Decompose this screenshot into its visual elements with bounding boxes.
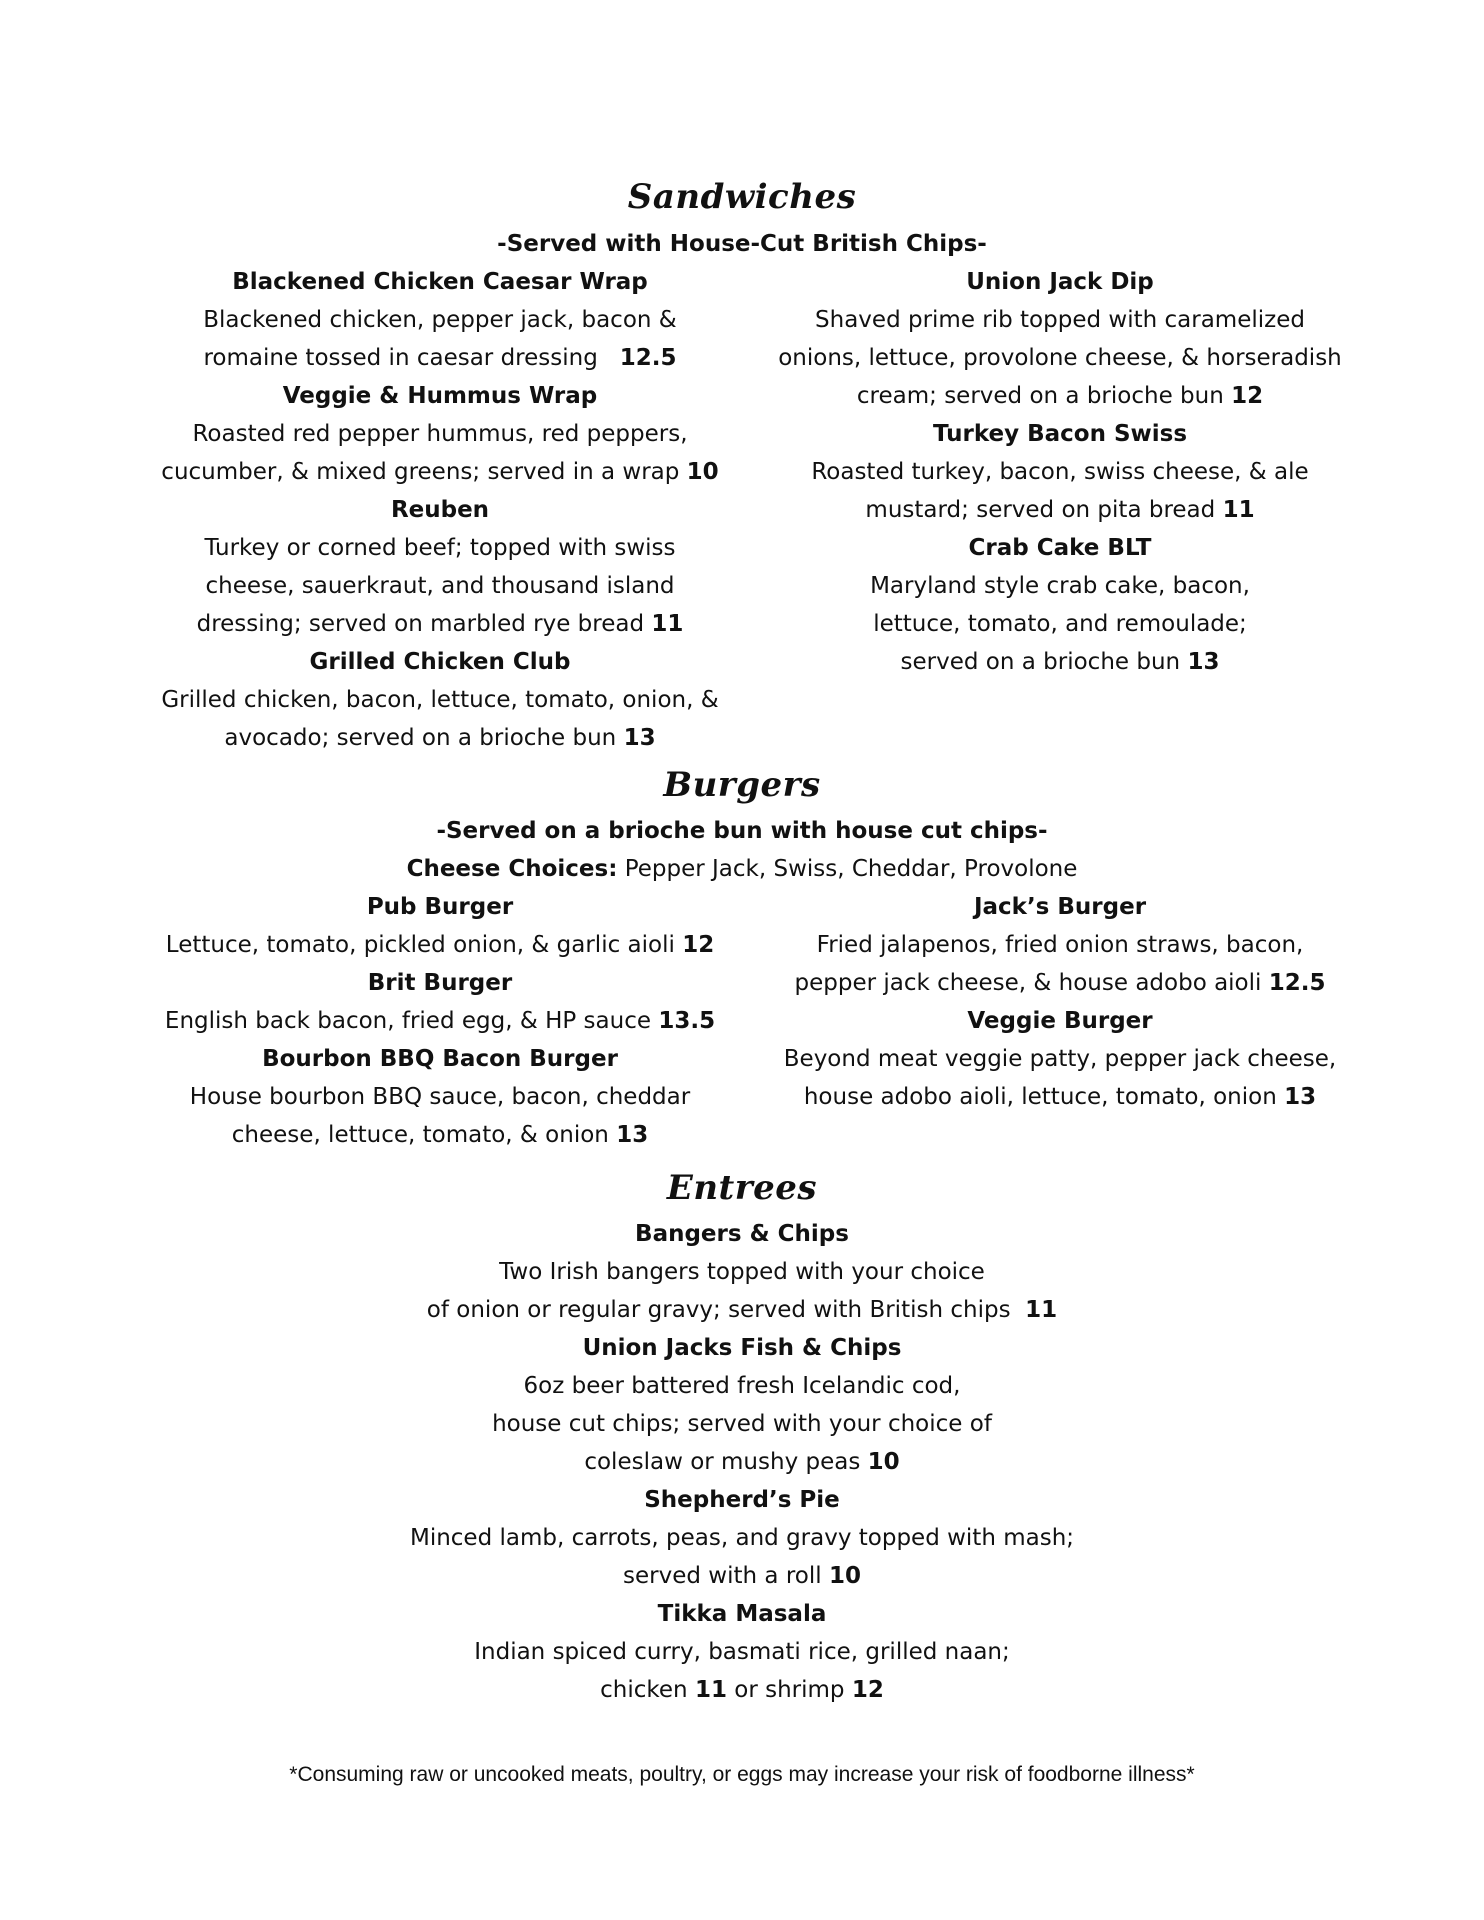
menu-item-desc: Minced lamb, carrots, peas, and gravy topped with mash;	[409, 1525, 1075, 1551]
menu-item-desc: romaine tossed in caesar dressing	[203, 345, 598, 371]
menu-item-desc: Indian spiced curry, basmati rice, grilled naan;	[474, 1639, 1010, 1665]
menu-item-price: 10	[867, 1449, 900, 1475]
burgers-right-column	[750, 888, 1370, 1116]
menu-item-desc: cheese, sauerkraut, and thousand island	[205, 573, 675, 599]
cheese-choices-options: Pepper Jack, Swiss, Cheddar, Provolone	[624, 856, 1078, 882]
sandwiches-right-column	[750, 263, 1370, 681]
burgers-title: Burgers	[663, 765, 821, 805]
menu-item-price: 11	[1025, 1297, 1058, 1323]
menu-item-name: Tikka Masala	[657, 1601, 827, 1627]
menu-item-price: 12.5	[1268, 970, 1326, 996]
menu-item-desc: avocado; served on a brioche bun	[224, 725, 617, 751]
menu-item-name: Blackened Chicken Caesar Wrap	[232, 269, 648, 295]
menu-item-price: 12.5	[619, 345, 677, 371]
menu-item-desc: cucumber, & mixed greens; served in a wrap	[161, 459, 680, 485]
menu-item-desc: Roasted red pepper hummus, red peppers,	[192, 421, 688, 447]
menu-item-name: Reuben	[390, 497, 490, 523]
foodborne-illness-disclaimer: *Consuming raw or uncooked meats, poultry, or eggs may increase your risk of foodborne illness*	[289, 1763, 1195, 1786]
menu-item-price: 13	[623, 725, 656, 751]
menu-item-name: Pub Burger	[366, 894, 514, 920]
menu-item-desc: Grilled chicken, bacon, lettuce, tomato, onion, &	[161, 687, 719, 713]
menu-item-desc: Turkey or corned beef; topped with swiss	[204, 535, 676, 561]
menu-item-desc: House bourbon BBQ sauce, bacon, cheddar	[189, 1084, 691, 1110]
menu-item-desc: cream; served on a brioche bun	[856, 383, 1224, 409]
menu-item-price: 13	[616, 1122, 649, 1148]
menu-item-desc: Fried jalapenos, fried onion straws, bacon,	[816, 932, 1304, 958]
menu-item-desc: Blackened chicken, pepper jack, bacon &	[203, 307, 677, 333]
menu-item-name: Veggie & Hummus Wrap	[282, 383, 598, 409]
menu-item-price: 10	[828, 1563, 861, 1589]
menu-item-desc: onions, lettuce, provolone cheese, & horseradish	[778, 345, 1342, 371]
menu-item-desc: cheese, lettuce, tomato, & onion	[231, 1122, 609, 1148]
menu-item-desc: Beyond meat veggie patty, pepper jack cheese,	[783, 1046, 1337, 1072]
cheese-choices-label: Cheese Choices:	[406, 856, 618, 882]
menu-item-desc: pepper jack cheese, & house adobo aioli	[794, 970, 1262, 996]
menu-item-desc: served with a roll	[623, 1563, 822, 1589]
sandwiches-left-column	[130, 263, 750, 757]
menu-item-desc: lettuce, tomato, and remoulade;	[873, 611, 1247, 637]
menu-item-desc: or shrimp	[734, 1677, 845, 1703]
menu-item-desc: 6oz beer battered fresh Icelandic cod,	[523, 1373, 961, 1399]
menu-item-price: 10	[686, 459, 719, 485]
menu-item-desc: Two Irish bangers topped with your choice	[499, 1259, 985, 1285]
menu-item-desc: Lettuce, tomato, pickled onion, & garlic aioli	[165, 932, 675, 958]
menu-item-name: Grilled Chicken Club	[309, 649, 571, 675]
burgers-left-column	[130, 888, 750, 1154]
menu-item-name: Turkey Bacon Swiss	[932, 421, 1188, 447]
entrees-title: Entrees	[666, 1168, 818, 1208]
menu-item-name: Union Jack Dip	[966, 269, 1154, 295]
menu-item-desc: chicken	[600, 1677, 688, 1703]
menu-item-price: 11	[651, 611, 684, 637]
menu-item-price: 13	[1187, 649, 1220, 675]
menu-item-name: Shepherd’s Pie	[644, 1487, 840, 1513]
menu-item-name: Bourbon BBQ Bacon Burger	[262, 1046, 618, 1072]
menu-item-desc: mustard; served on pita bread	[865, 497, 1216, 523]
menu-item-price: 11	[694, 1677, 727, 1703]
menu-item-desc: of onion or regular gravy; served with British chips	[426, 1297, 1011, 1323]
menu-item-desc: dressing; served on marbled rye bread	[196, 611, 645, 637]
menu-item-name: Veggie Burger	[967, 1008, 1153, 1034]
menu-item-name: Crab Cake BLT	[968, 535, 1152, 561]
menu-item-desc: Roasted turkey, bacon, swiss cheese, & ale	[811, 459, 1309, 485]
menu-item-price: 13	[1284, 1084, 1317, 1110]
menu-item-desc: Maryland style crab cake, bacon,	[870, 573, 1250, 599]
burgers-subtitle: -Served on a brioche bun with house cut chips-	[436, 818, 1048, 844]
cheese-choices	[0, 850, 1484, 888]
menu-item-desc: English back bacon, fried egg, & HP sauce	[164, 1008, 652, 1034]
entrees-list	[0, 1215, 1484, 1709]
menu-item-price: 12	[851, 1677, 884, 1703]
menu-item-name: Bangers & Chips	[635, 1221, 849, 1247]
menu-item-desc: coleslaw or mushy peas	[584, 1449, 861, 1475]
sandwiches-title: Sandwiches	[627, 177, 857, 217]
menu-item-price: 11	[1222, 497, 1255, 523]
menu-item-name: Jack’s Burger	[973, 894, 1147, 920]
menu-item-desc: house cut chips; served with your choice of	[492, 1411, 992, 1437]
menu-item-price: 13.5	[658, 1008, 716, 1034]
menu-item-desc: house adobo aioli, lettuce, tomato, onion	[803, 1084, 1277, 1110]
sandwiches-subtitle: -Served with House-Cut British Chips-	[497, 231, 987, 257]
menu-item-desc: served on a brioche bun	[900, 649, 1181, 675]
menu-item-price: 12	[682, 932, 715, 958]
menu-item-name: Union Jacks Fish & Chips	[582, 1335, 902, 1361]
menu-item-desc: Shaved prime rib topped with caramelized	[815, 307, 1305, 333]
menu-item-name: Brit Burger	[367, 970, 513, 996]
menu-item-price: 12	[1231, 383, 1264, 409]
